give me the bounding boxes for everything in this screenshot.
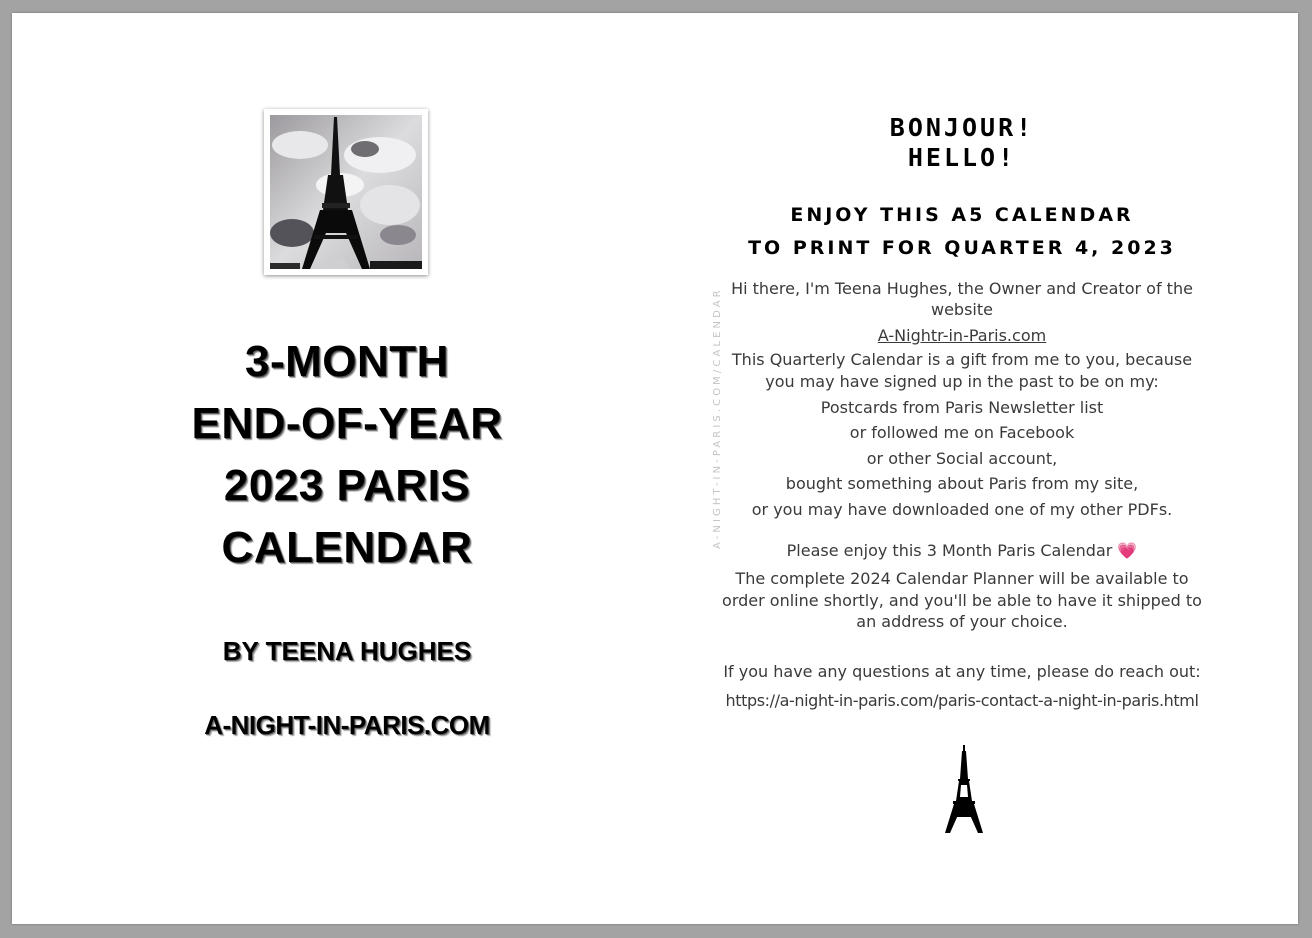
list-item: or followed me on Facebook <box>849 423 1075 443</box>
planner-paragraph <box>722 568 1202 633</box>
author-byline: BY TEENA HUGHES <box>222 636 472 666</box>
title-line-4: CALENDAR <box>221 523 473 572</box>
greeting-line-1: BONJOUR! <box>889 113 1035 142</box>
intro-paragraph <box>722 278 1202 320</box>
enjoy-calendar-text: Please enjoy this 3 Month Paris Calendar <box>786 541 1113 560</box>
questions-line: If you have any questions at any time, please do reach out: <box>723 662 1201 681</box>
calendar-heading <box>722 199 1202 265</box>
title-line-1: 3-MONTH <box>245 337 449 386</box>
eiffel-tower-photo-image <box>270 115 422 269</box>
heart-icon: 💗 <box>1117 541 1138 560</box>
signup-list <box>722 395 1202 522</box>
list-item: or you may have downloaded one of my other PDFs. <box>751 499 1173 519</box>
calendar-heading-line-1: ENJOY THIS A5 CALENDAR <box>790 204 1134 226</box>
eiffel-tower-icon <box>945 745 983 835</box>
list-item: bought something about Paris from my site, <box>785 474 1139 494</box>
list-item: or other Social account, <box>866 448 1058 468</box>
greeting-line-2: HELLO! <box>907 143 1017 172</box>
title-line-2: END-OF-YEAR <box>191 399 503 448</box>
title-line-3: 2023 PARIS <box>223 461 471 510</box>
document-page <box>12 13 1298 924</box>
calendar-title <box>132 331 562 579</box>
enjoy-calendar-line <box>722 540 1202 562</box>
list-item: Postcards from Paris Newsletter list <box>820 398 1104 417</box>
site-name: A-NIGHT-IN-PARIS.COM <box>204 710 490 740</box>
planner-line-2: order online shortly, and you'll be able to have it shipped to <box>722 590 1202 610</box>
eiffel-tower-photo <box>264 109 428 275</box>
gift-line-2: you may have signed up in the past to be on my: <box>765 372 1159 391</box>
contact-url[interactable]: https://a-night-in-paris.com/paris-contact-a-night-in-paris.html <box>725 691 1199 710</box>
intro-line-2: website <box>931 300 993 319</box>
calendar-heading-line-2: TO PRINT FOR QUARTER 4, 2023 <box>748 237 1176 259</box>
gift-line-1: This Quarterly Calendar is a gift from me to you, because <box>731 350 1193 369</box>
gift-paragraph <box>722 349 1202 393</box>
vertical-watermark: A-NIGHT-IN-PARIS.COM/CALENDAR <box>712 287 723 549</box>
planner-line-1: The complete 2024 Calendar Planner will be available to <box>735 569 1189 588</box>
greeting <box>722 113 1202 173</box>
intro-line-1: Hi there, I'm Teena Hughes, the Owner and Creator of the <box>731 279 1193 298</box>
site-link[interactable]: A-Nightr-in-Paris.com <box>877 326 1047 345</box>
planner-line-3: an address of your choice. <box>856 612 1068 631</box>
